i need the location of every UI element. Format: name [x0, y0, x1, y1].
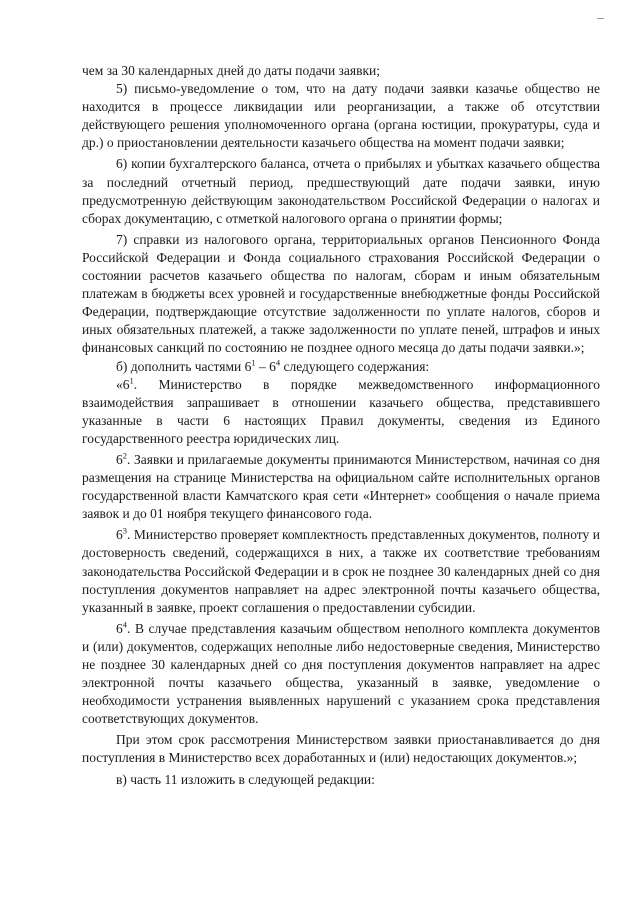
part-6-2-text: . Заявки и прилагаемые документы принимаются Министерством, начиная со дня размещения на странице Министерства на официальном сайте исполнительных органов государственной власти Камчатского края сети «Интернет» сообщения о начале приема заявок и до 01 ноября текущего финансового года. — [82, 451, 600, 522]
paragraph-amendment-b — [82, 358, 600, 376]
paragraph-part-6-3 — [82, 526, 600, 616]
paragraph-item-5: 5) письмо-уведомление о том, что на дату подачи заявки казачье общество не находится в процессе ликвидации или реорганизации, а также об отсутствии действующего решения уполномоченного органа (органа юстиции, прокуратуры, суда и др.) о приостановлении деятельности казачьего общества на момент подачи заявки; — [82, 81, 600, 151]
amendment-b-mid: – 6 — [255, 358, 276, 374]
scan-mark — [597, 18, 604, 19]
part-6-3-text: . Министерство проверяет комплектность представленных документов, полноту и достоверность сведений, содержащихся в них, а также их соответствие требованиям законодательства Российской Федерации и в срок не позднее 30 календарных дней со дня поступления документов направляет на адрес электронной почты казачьего общества, указанный в заявке, проект соглашения о предоставлении субсидии. — [82, 527, 600, 615]
paragraph-amendment-v: в) часть 11 изложить в следующей редакции: — [116, 771, 375, 787]
part-6-4-sup: 4 — [122, 619, 127, 630]
paragraph-part-6-4 — [82, 620, 600, 729]
paragraph-item-7: 7) справки из налогового органа, территориальных органов Пенсионного Фонда Российской Федерации и Фонда социального страхования Российской Федерации о состоянии расчетов казачьего общества по налогам, сборам и иным обязательным платежам в бюджеты всех уровней и государственные внебюджетные фонды Российской Федерации, подтверждающие отсутствие задолженности по уплате налогов, сборов и иных обязательных платежей, а также задолженности по уплате пеней, штрафов и иных финансовых санкций по состоянию не позднее одного месяца до даты подачи заявки.»; — [82, 231, 600, 356]
part-6-1-sup: 1 — [129, 375, 134, 386]
paragraph-part-6-1 — [82, 376, 600, 448]
paragraph-suspension: При этом срок рассмотрения Министерством заявки приостанавливается до дня поступления в Министерство всех доработанных и (или) недостающих документов.»; — [82, 732, 600, 766]
part-6-1-text: . Министерство в порядке межведомственного информационного взаимодействия запрашивает в отношении казачьего общества, представившего указанные в части 6 настоящих Правил документы, сведения из Единого государственного реестра юридических лиц. — [82, 376, 600, 446]
amendment-b-sup1: 1 — [251, 357, 256, 367]
amendment-b-sup2: 4 — [275, 357, 281, 367]
paragraph-continuation: чем за 30 календарных дней до даты подачи заявки; — [82, 63, 380, 78]
part-6-2-sup: 2 — [122, 450, 127, 461]
amendment-b-post: следующего содержания: — [280, 358, 430, 374]
part-6-4-number: 6 — [116, 620, 123, 636]
document-body — [82, 62, 600, 789]
part-6-3-number: 6 — [116, 527, 123, 543]
amendment-b-pre: б) дополнить частями 6 — [116, 358, 252, 374]
part-6-1-number: «6 — [116, 376, 130, 392]
paragraph-part-6-2 — [82, 451, 600, 523]
part-6-3-sup: 3 — [122, 525, 127, 536]
paragraph-item-6: 6) копии бухгалтерского баланса, отчета о прибылях и убытках казачьего общества за последний отчетный период, предшествующий дате подачи заявки, иную предусмотренную действующим законодательством Российской Федерации о налогах и сборах документацию, с отметкой налогового органа о принятии формы; — [82, 156, 600, 226]
part-6-2-number: 6 — [116, 451, 123, 467]
part-6-4-text: . В случае представления казачьим обществом неполного комплекта документов и (или) документов, содержащих неполные либо недостоверные сведения, Министерство не позднее 30 календарных дней со дня поступления документов направляет на адрес электронной почты казачьего общества, указанный в заявке, уведомление о необходимости устранения выявленных нарушений с указанием срока представления соответствующих документов. — [82, 620, 600, 727]
